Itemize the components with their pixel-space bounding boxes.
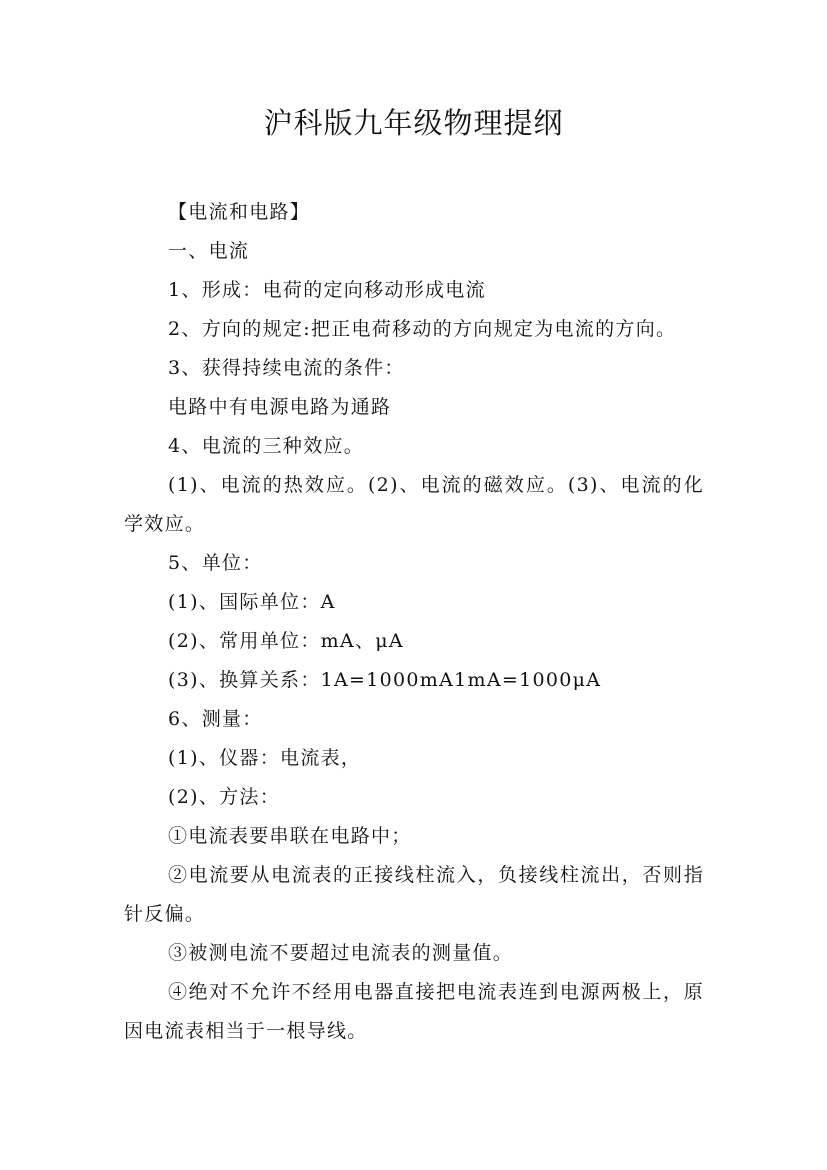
paragraph: ②电流要从电流表的正接线柱流入，负接线柱流出，否则指针反偏。 bbox=[124, 864, 704, 925]
paragraph: ③被测电流不要超过电流表的测量值。 bbox=[168, 942, 514, 964]
paragraph: (2)、方法： bbox=[168, 786, 281, 808]
section-heading: 【电流和电路】 bbox=[168, 201, 311, 223]
paragraph: (1)、电流的热效应。(2)、电流的磁效应。(3)、电流的化学效应。 bbox=[124, 474, 704, 535]
document-body bbox=[124, 193, 704, 1051]
paragraph: (1)、仪器：电流表， bbox=[168, 747, 362, 769]
paragraph: (1)、国际单位：A bbox=[168, 591, 336, 613]
paragraph: ④绝对不允许不经用电器直接把电流表连到电源两极上，原因电流表相当于一根导线。 bbox=[124, 981, 704, 1042]
paragraph: 4、电流的三种效应。 bbox=[168, 435, 365, 457]
document-title: 沪科版九年级物理提纲 bbox=[263, 106, 564, 140]
paragraph: 6、测量： bbox=[168, 708, 263, 730]
paragraph: ①电流表要串联在电路中； bbox=[168, 825, 412, 847]
paragraph: 2、方向的规定:把正电荷移动的方向规定为电流的方向。 bbox=[168, 318, 677, 340]
paragraph: 5、单位： bbox=[168, 552, 263, 574]
paragraph: (3)、换算关系：1A=1000mA1mA=1000μA bbox=[168, 669, 602, 691]
paragraph: (2)、常用单位：mA、μA bbox=[168, 630, 404, 652]
paragraph: 电路中有电源电路为通路 bbox=[168, 396, 392, 418]
paragraph: 3、获得持续电流的条件： bbox=[168, 357, 405, 379]
paragraph: 1、形成：电荷的定向移动形成电流 bbox=[168, 279, 486, 301]
subsection-heading: 一、电流 bbox=[168, 240, 250, 262]
